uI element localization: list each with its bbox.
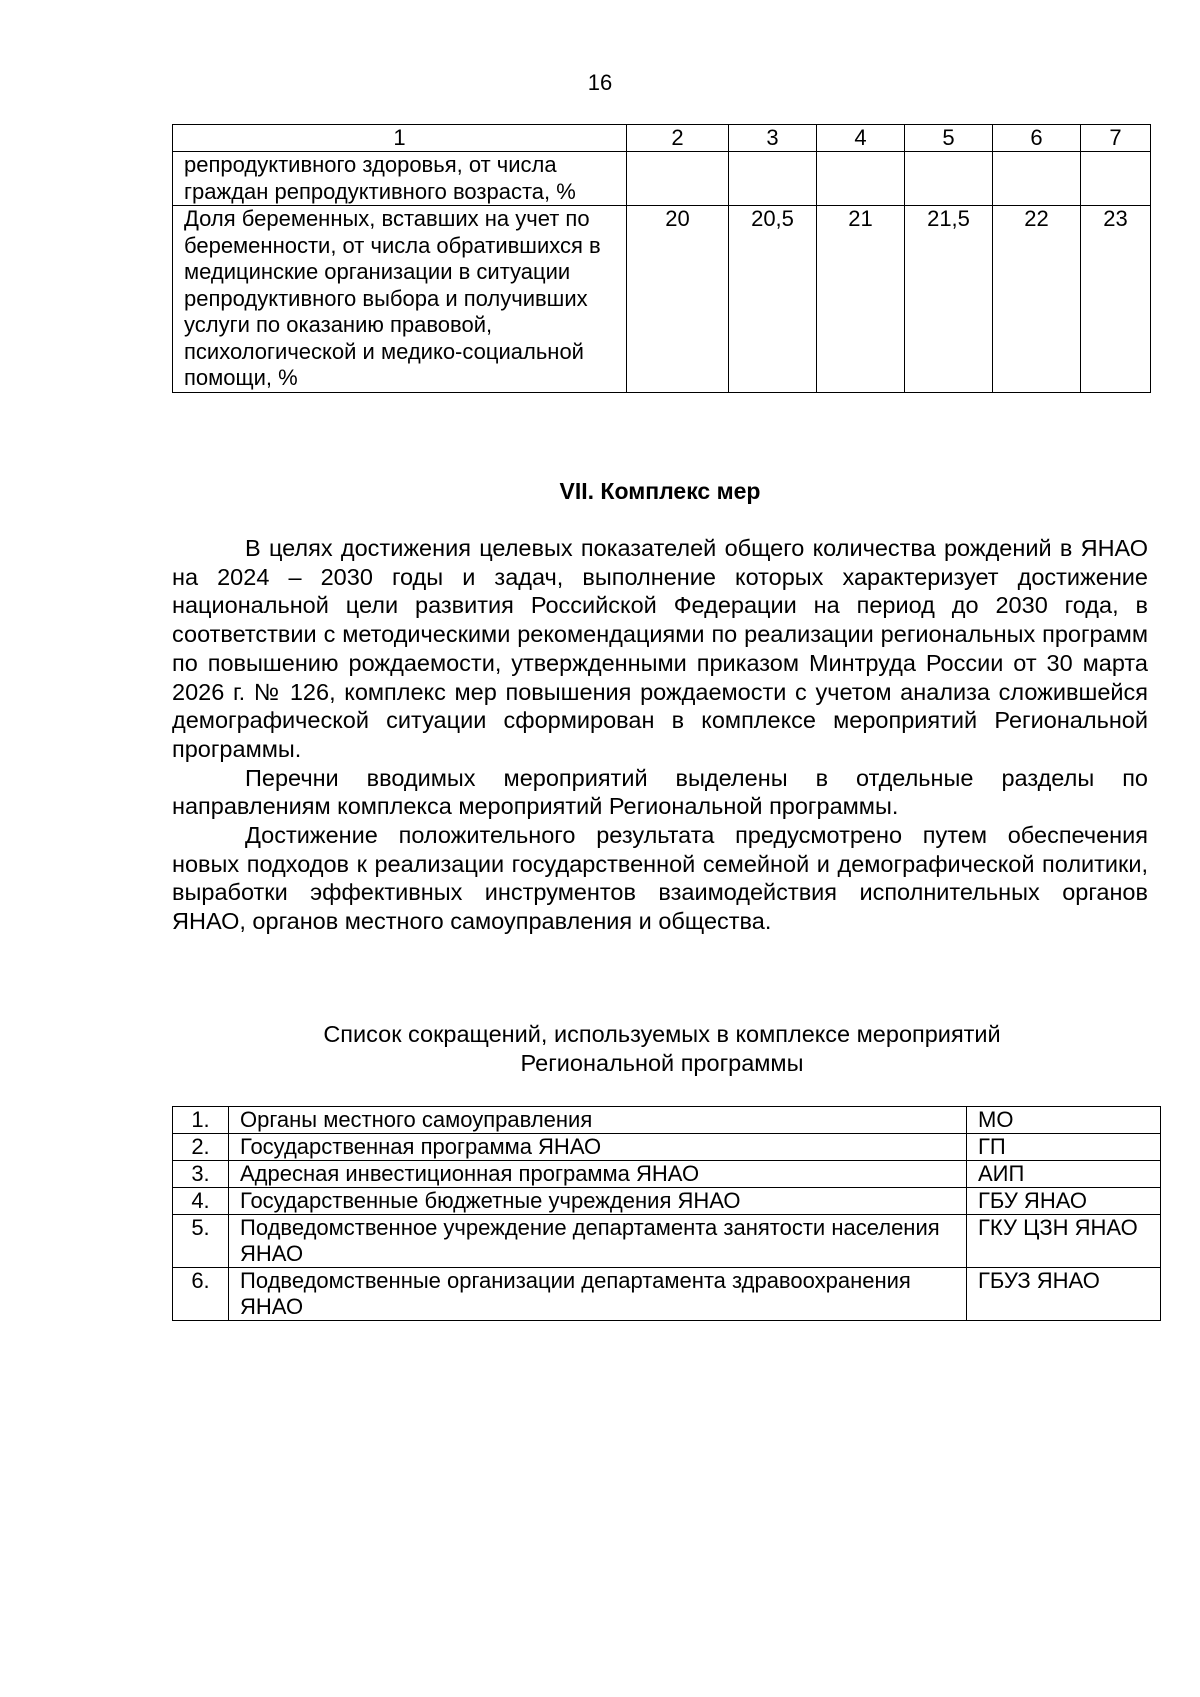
abbreviation-short: ГП (967, 1134, 1161, 1161)
column-number: 7 (1081, 125, 1151, 152)
abbreviation-short: АИП (967, 1161, 1161, 1188)
abbreviations-title-line: Региональной программы (520, 1050, 804, 1076)
abbreviation-full-name: Подведомственное учреждение департамента занятости населения ЯНАО (229, 1215, 967, 1268)
row-number: 3. (173, 1161, 229, 1188)
indicator-label: репродуктивного здоровья, от числа граждан репродуктивного возраста, % (173, 152, 627, 206)
table-row (173, 1134, 1161, 1161)
column-number: 3 (729, 125, 817, 152)
abbreviation-full-name: Государственные бюджетные учреждения ЯНАО (229, 1188, 967, 1215)
abbreviation-short: МО (967, 1107, 1161, 1134)
indicator-value: 22 (993, 206, 1081, 393)
column-number: 1 (173, 125, 627, 152)
table-row (173, 1268, 1161, 1321)
table-row (173, 1107, 1161, 1134)
indicator-value (905, 152, 993, 206)
indicator-value (817, 152, 905, 206)
column-number: 6 (993, 125, 1081, 152)
paragraph: В целях достижения целевых показателей общего количества рождений в ЯНАО на 2024 – 2030 годы и задач, выполнение которых характеризует достижение национальной цели развития Российской Федерации на период до 2030 года, в соответствии с методическими рекомендациями по реализации региональных программ по повышению рождаемости, утвержденными приказом Минтруда России от 30 марта 2026 г. № 126, комплекс мер повышения рождаемости с учетом анализа сложившейся демографической ситуации сформирован в комплексе мероприятий Региональной программы. (172, 535, 1148, 762)
indicators-table (172, 124, 1151, 393)
indicator-value: 20 (627, 206, 729, 393)
table-row (173, 152, 1151, 206)
row-number: 1. (173, 1107, 229, 1134)
paragraph: Перечни вводимых мероприятий выделены в отдельные разделы по направлениям комплекса мероприятий Региональной программы. (172, 764, 1148, 820)
abbreviation-full-name: Государственная программа ЯНАО (229, 1134, 967, 1161)
abbreviation-full-name: Подведомственные организации департамента здравоохранения ЯНАО (229, 1268, 967, 1321)
indicator-value (627, 152, 729, 206)
row-number: 5. (173, 1215, 229, 1268)
row-number: 6. (173, 1268, 229, 1321)
abbreviations-table (172, 1106, 1161, 1321)
table-row (173, 1188, 1161, 1215)
indicator-value: 20,5 (729, 206, 817, 393)
page-number: 16 (587, 70, 613, 95)
abbreviation-full-name: Адресная инвестиционная программа ЯНАО (229, 1161, 967, 1188)
table-row (173, 206, 1151, 393)
section-title: VII. Комплекс мер (559, 478, 761, 504)
indicator-value: 21,5 (905, 206, 993, 393)
indicator-value: 21 (817, 206, 905, 393)
table-row (173, 1161, 1161, 1188)
abbreviations-title (172, 1020, 1152, 1078)
indicator-value (729, 152, 817, 206)
indicator-value: 23 (1081, 206, 1151, 393)
abbreviation-short: ГБУЗ ЯНАО (967, 1268, 1161, 1321)
indicator-value (1081, 152, 1151, 206)
column-number: 2 (627, 125, 729, 152)
paragraph: Достижение положительного результата предусмотрено путем обеспечения новых подходов к реализации государственной семейной и демографической политики, выработки эффективных инструментов взаимодействия исполнительных органов ЯНАО, органов местного самоуправления и общества. (172, 822, 1148, 935)
row-number: 2. (173, 1134, 229, 1161)
column-number: 5 (905, 125, 993, 152)
table-row (173, 1215, 1161, 1268)
indicator-value (993, 152, 1081, 206)
row-number: 4. (173, 1188, 229, 1215)
abbreviation-full-name: Органы местного самоуправления (229, 1107, 967, 1134)
column-number: 4 (817, 125, 905, 152)
abbreviation-short: ГКУ ЦЗН ЯНАО (967, 1215, 1161, 1268)
abbreviation-short: ГБУ ЯНАО (967, 1188, 1161, 1215)
section-body (172, 534, 1148, 936)
abbreviations-title-line: Список сокращений, используемых в комплексе мероприятий (323, 1021, 1001, 1047)
indicators-header-row (173, 125, 1151, 152)
indicator-label: Доля беременных, вставших на учет по беременности, от числа обратившихся в медицинские организации в ситуации репродуктивного выбора и получивших услуги по оказанию правовой, психологической и медико-социальной помощи, % (173, 206, 627, 393)
